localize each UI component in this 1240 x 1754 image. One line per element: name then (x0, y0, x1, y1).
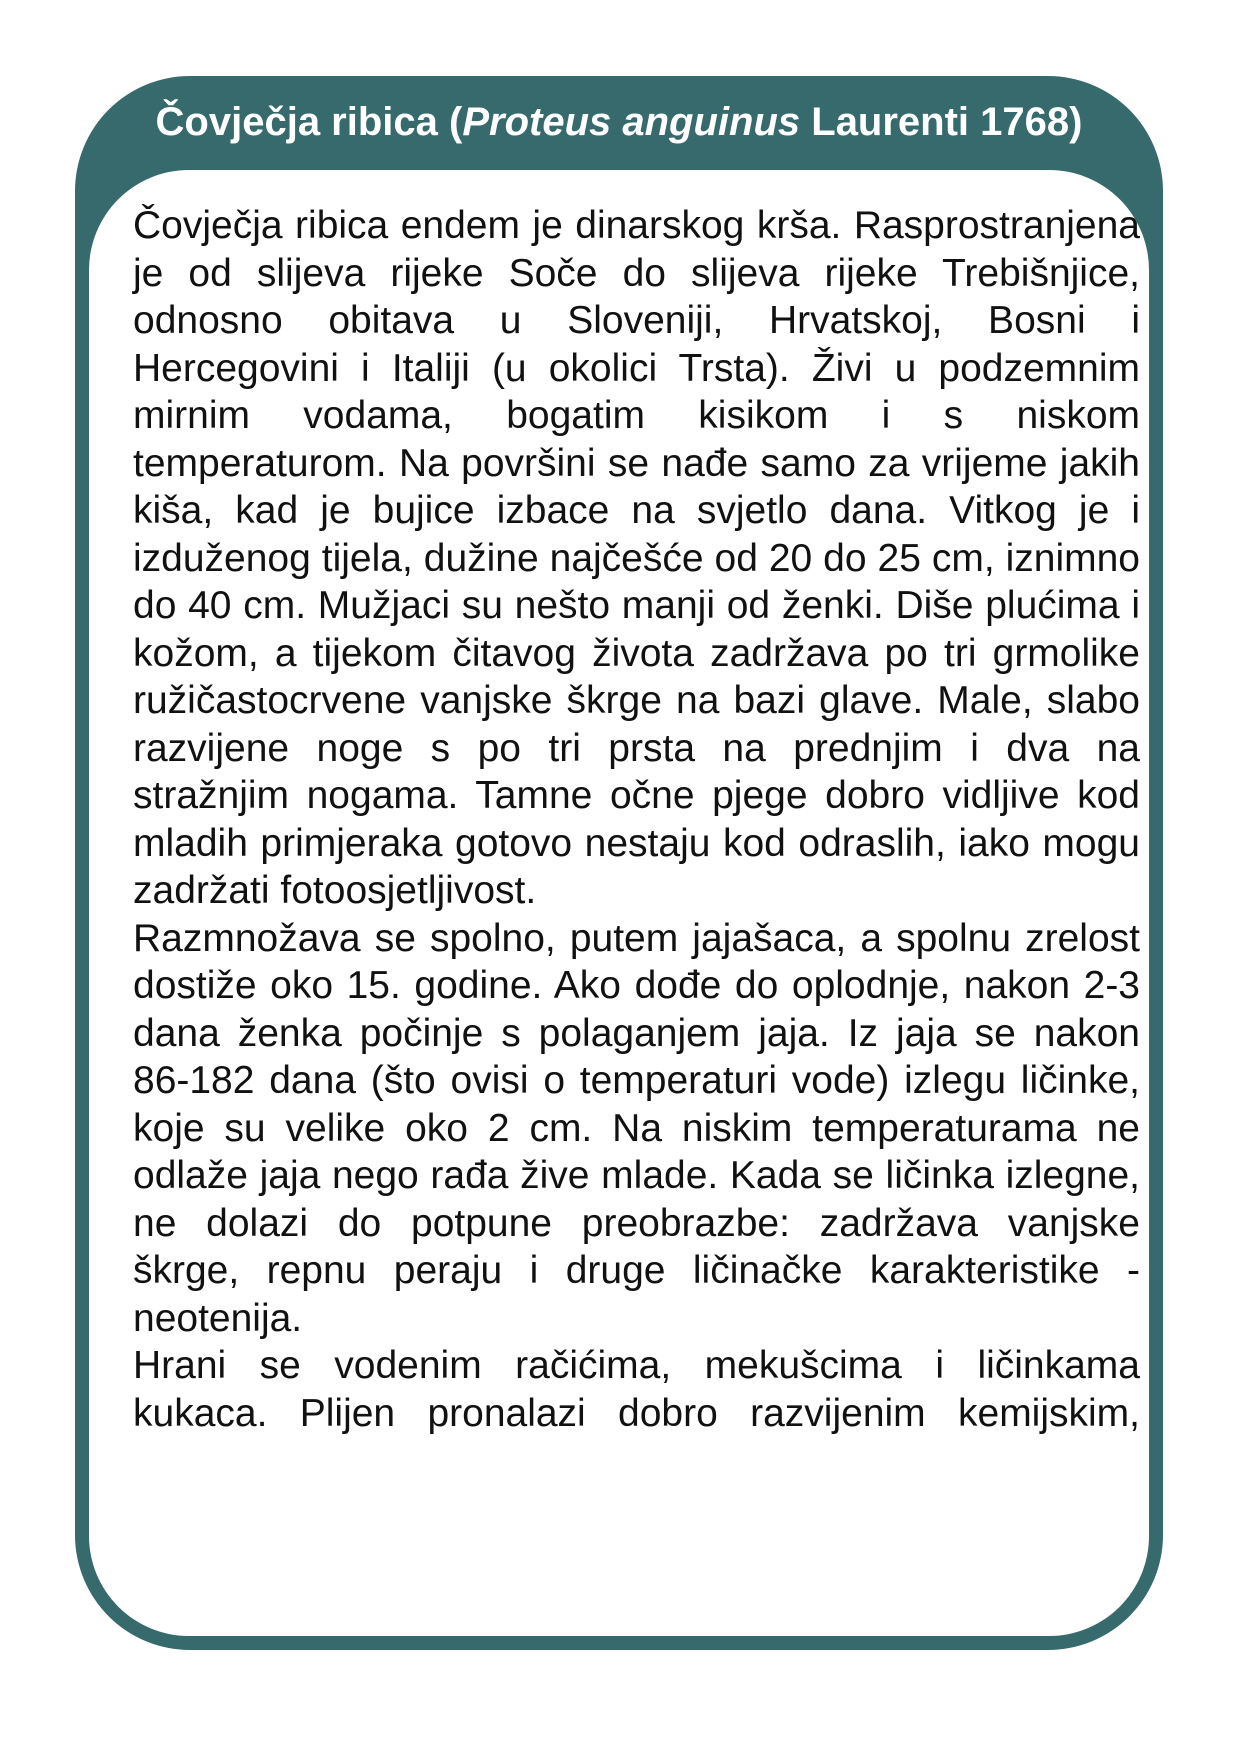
paragraph-diet: Hrani se vodenim račićima, mekušcima i ličinkama kukaca. Plijen pronalazi dobro razvijenim kemijskim, (133, 1344, 1140, 1435)
card-title (75, 98, 1163, 146)
species-name: Proteus anguinus (462, 100, 801, 144)
paragraph-reproduction: Razmnožava se spolno, putem jajašaca, a spolnu zrelost dostiže oko 15. godine. Ako dođe do oplodnje, nakon 2-3 dana ženka počinje s polaganjem jaja. Iz jaja se nakon 86-182 dana (što ovisi o temperaturi vode) izlegu ličinke, koje su velike oko 2 cm. Na niskim temperaturama ne odlaže jaja nego rađa žive mlade. Kada se ličinka izlegne, ne dolazi do potpune preobrazbe: zadržava vanjske škrge, repnu peraju i druge ličinačke karakteristike - neotenija. (133, 916, 1140, 1340)
paragraph-description: Čovječja ribica endem je dinarskog krša. Rasprostranjena je od slijeva rijeke Soče do slijeva rijeke Trebišnjice, odnosno obitava u Sloveniji, Hrvatskoj, Bosni i Hercegovini i Italiji (u okolici Trsta). Živi u podzemnim mirnim vodama, bogatim kisikom i s niskom temperaturom. Na površini se nađe samo za vrijeme jakih kiša, kad je bujice izbace na svjetlo dana. Vitkog je i izduženog tijela, dužine najčešće od 20 do 25 cm, iznimno do 40 cm. Mužjaci su nešto manji od ženki. Diše plućima i kožom, a tijekom čitavog života zadržava po tri grmolike ružičastocrvene vanjske škrge na bazi glave. Male, slabo razvijene noge s po tri prsta na prednjim i dva na stražnjim nogama. Tamne očne pjege dobro vidljive kod mladih primjeraka gotovo nestaju kod odraslih, iako mogu zadržati fotoosjetljivost. (133, 204, 1140, 912)
info-card (75, 76, 1163, 1650)
title-suffix: Laurenti 1768) (800, 100, 1083, 144)
card-body (89, 170, 1149, 1636)
title-prefix: Čovječja ribica ( (155, 100, 463, 144)
card-text (133, 202, 1140, 1437)
